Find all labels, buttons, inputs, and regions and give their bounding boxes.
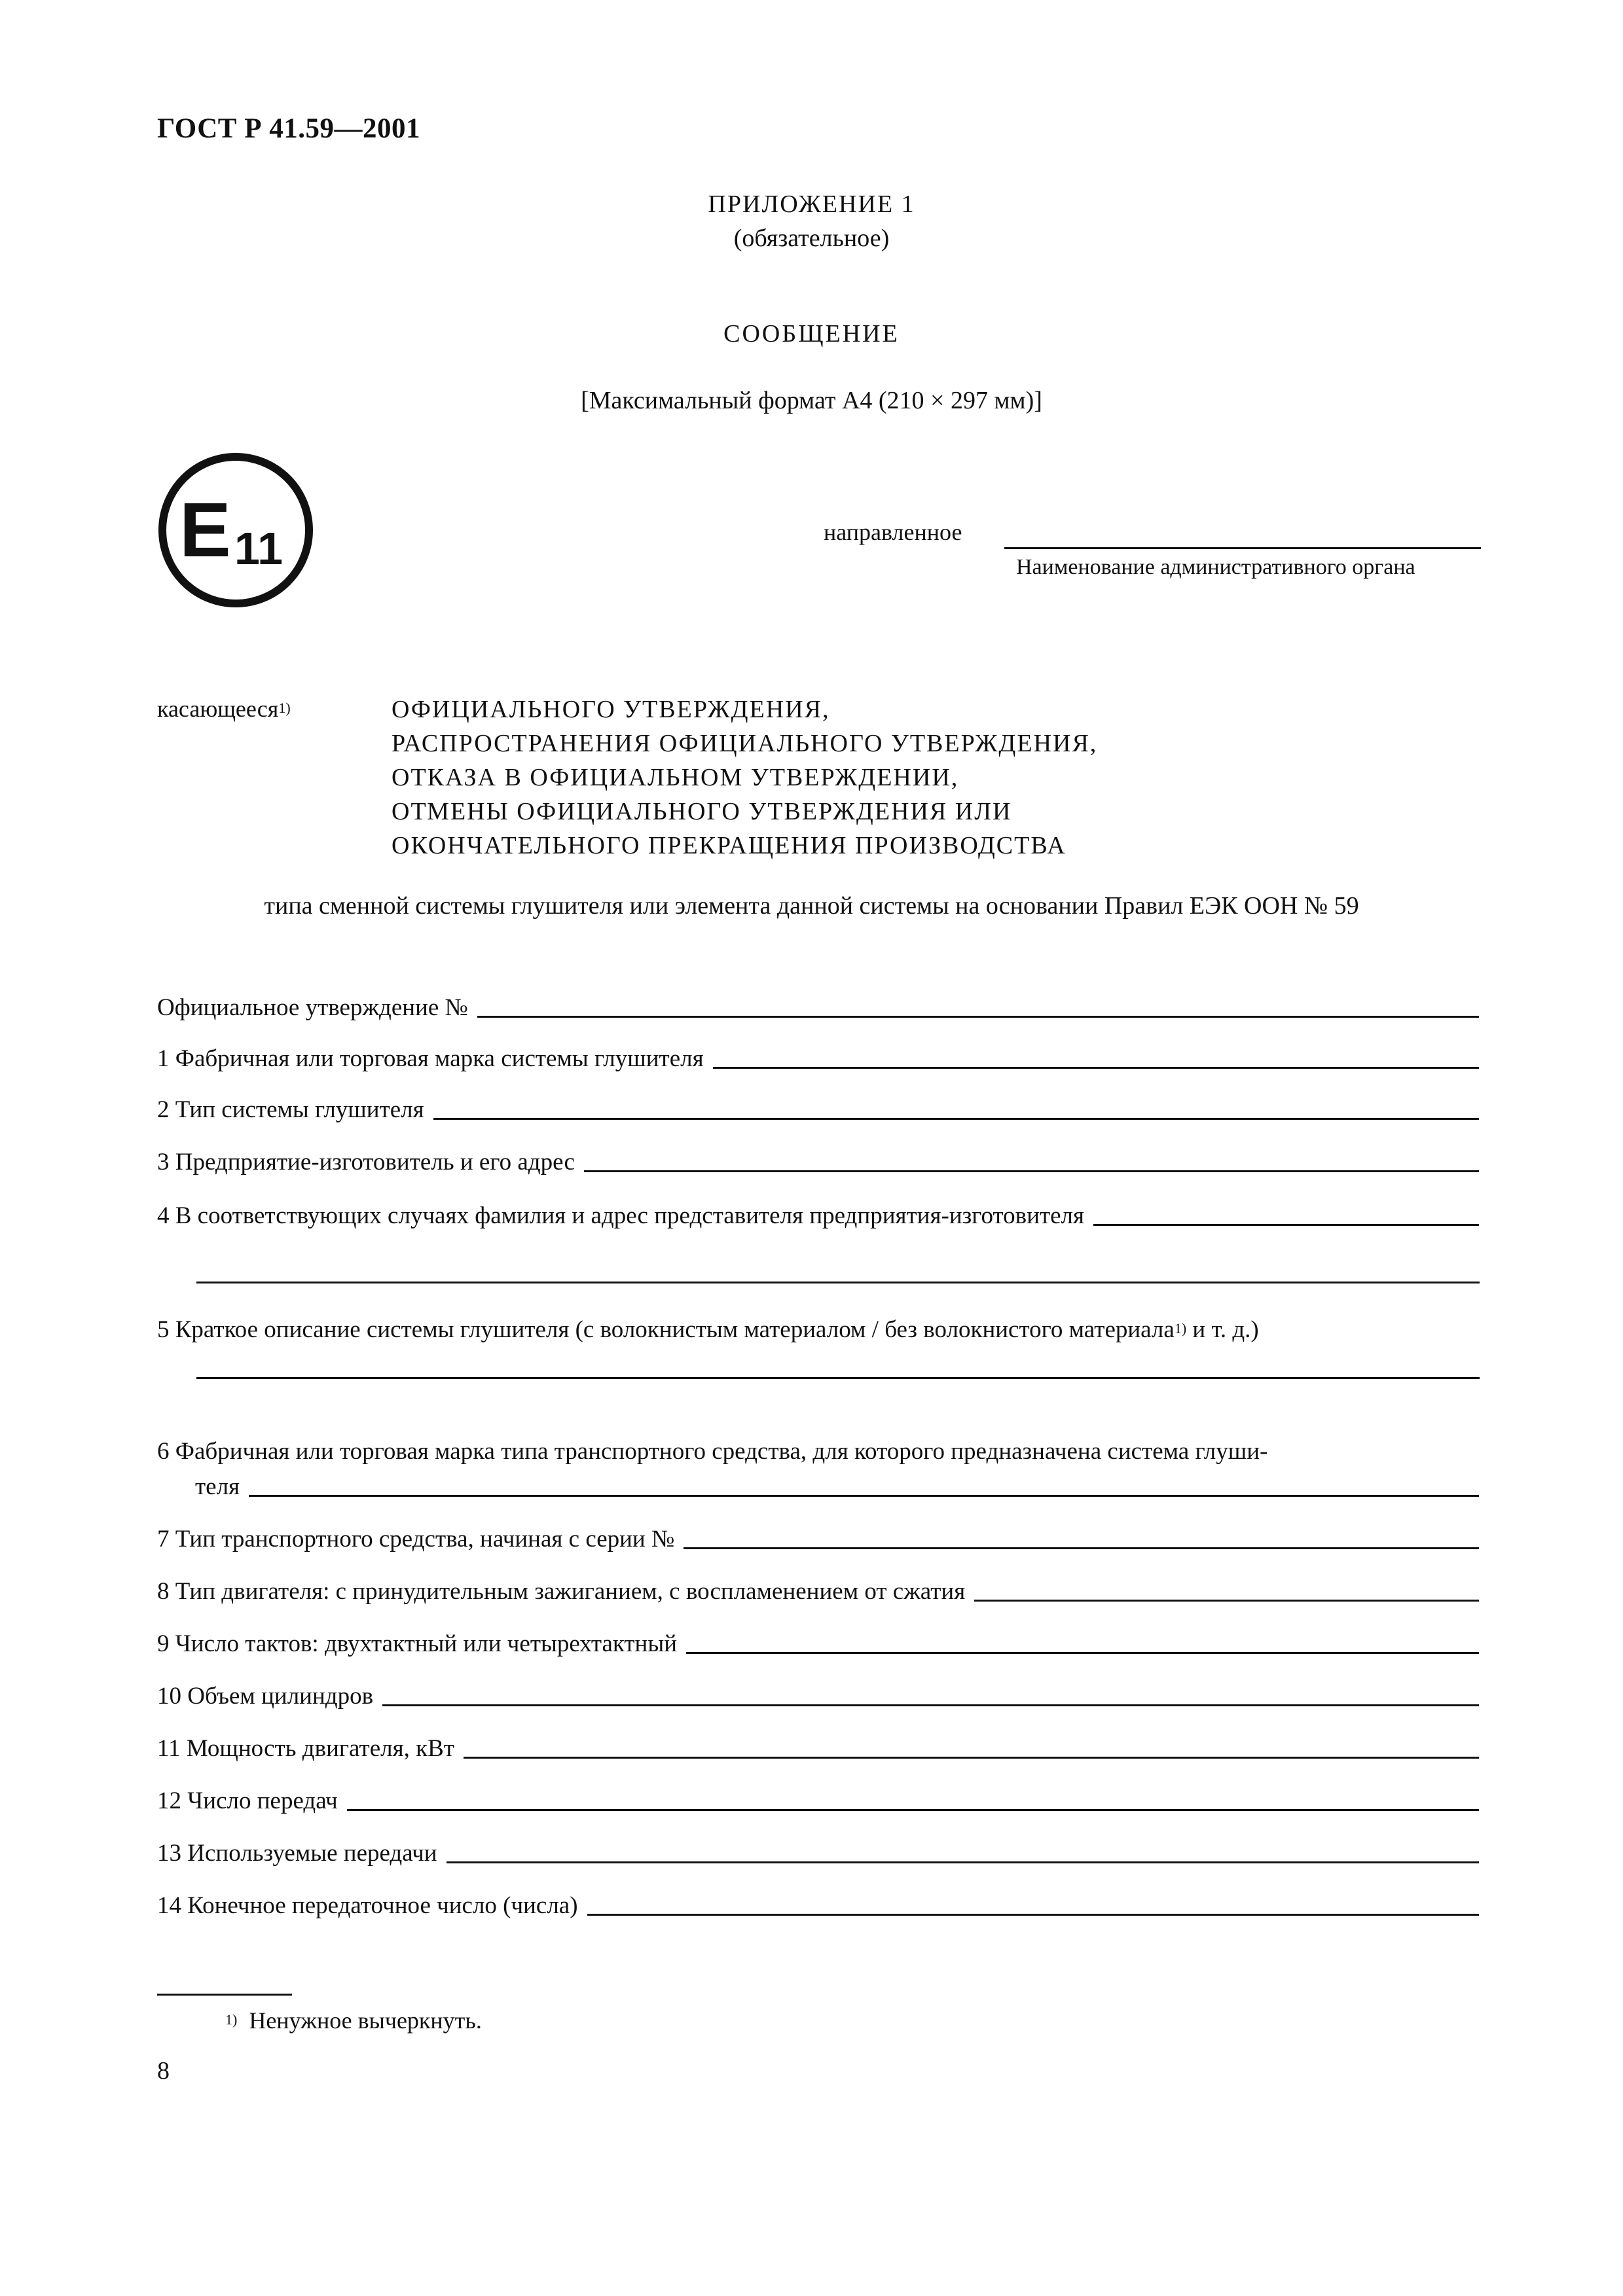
field-approval-number: Официальное утверждение № [157,994,1479,1022]
field-final-drive-ratio: 14 Конечное передаточное число (числа) [157,1892,1479,1920]
fill-line[interactable] [713,1067,1479,1069]
field-vehicle-type: 7 Тип транспортного средства, начиная с серии № [157,1525,1479,1553]
emblem-number: 11 [234,523,283,574]
fill-line[interactable] [447,1861,1479,1863]
document-code: ГОСТ Р 41.59—2001 [157,113,421,144]
sent-by-caption: Наименование административного органа [1016,555,1415,579]
fill-line[interactable] [249,1495,1479,1497]
footnote-mark: 1) [1174,1320,1187,1336]
fill-line[interactable] [382,1704,1479,1706]
fill-line[interactable] [1093,1224,1479,1226]
footnote-separator [157,1994,292,1996]
concerning-label: касающееся$^{1)}$ [157,696,291,722]
fill-line-continuation[interactable] [196,1377,1480,1379]
footnote-mark: 1) [278,700,291,716]
fill-line[interactable] [684,1547,1479,1549]
concerning-option: РАСПРОСТРАНЕНИЯ ОФИЦИАЛЬНОГО УТВЕРЖДЕНИЯ, [392,730,1098,757]
fill-line[interactable] [584,1170,1479,1172]
fill-line[interactable] [587,1914,1479,1916]
fill-line[interactable] [347,1809,1479,1811]
page-number: 8 [157,2057,170,2085]
field-cylinder-capacity: 10 Объем цилиндров [157,1682,1479,1710]
fill-line[interactable] [686,1652,1479,1654]
fill-line-continuation[interactable] [196,1282,1480,1283]
footnote-mark: 1) [225,2011,238,2028]
field-engine-power: 11 Мощность двигателя, кВт [157,1734,1479,1763]
field-vehicle-trade-mark: 6 Фабричная или торговая марка типа транспортного средства, для которого предназначена система глуши- [157,1438,1268,1465]
field-vehicle-trade-mark-cont: теля [195,1473,1479,1501]
annex-subtitle: (обязательное) [733,224,890,252]
fill-line[interactable] [477,1016,1479,1018]
emblem-letter: E [179,487,231,573]
format-note: [Максимальный формат А4 (210 × 297 мм)] [581,387,1042,414]
document-title: СООБЩЕНИЕ [723,320,900,348]
concerning-option: ОФИЦИАЛЬНОГО УТВЕРЖДЕНИЯ, [392,696,830,723]
footnote: $^{1)}$ Ненужное вычеркнуть. [225,2007,482,2034]
fill-line[interactable] [433,1118,1479,1120]
field-engine-type: 8 Тип двигателя: с принудительным зажиганием, с воспламенением от сжатия [157,1577,1479,1605]
fill-line[interactable] [974,1600,1479,1602]
field-silencer-description: 5 Краткое описание системы глушителя (с волокнистым материалом / без волокнистого материала$^{1)}$ и т. д.) [157,1316,1259,1343]
concerning-options [392,692,1097,863]
concerning-option: ОТМЕНЫ ОФИЦИАЛЬНОГО УТВЕРЖДЕНИЯ ИЛИ [392,798,1012,825]
field-manufacturer: 3 Предприятие-изготовитель и его адрес [157,1148,1479,1176]
approval-mark-emblem [157,452,314,609]
field-representative: 4 В соответствующих случаях фамилия и адрес представителя предприятия-изготовителя [157,1202,1479,1230]
concerning-option: ОКОНЧАТЕЛЬНОГО ПРЕКРАЩЕНИЯ ПРОИЗВОДСТВА [392,832,1067,859]
field-gear-count: 12 Число передач [157,1787,1479,1815]
sent-by-label: направленное [824,519,962,545]
type-description: типа сменной системы глушителя или элемента данной системы на основании Правил ЕЭК ООН № 59 [264,892,1359,920]
field-trade-mark: 1 Фабричная или торговая марка системы глушителя [157,1045,1479,1073]
field-gears-used: 13 Используемые передачи [157,1839,1479,1867]
concerning-option: ОТКАЗА В ОФИЦИАЛЬНОМ УТВЕРЖДЕНИИ, [392,764,959,791]
annex-title: ПРИЛОЖЕНИЕ 1 [708,190,915,218]
sent-by-line[interactable] [1004,547,1481,549]
fill-line[interactable] [464,1757,1479,1759]
field-silencer-type: 2 Тип системы глушителя [157,1096,1479,1124]
field-strokes: 9 Число тактов: двухтактный или четырехтактный [157,1630,1479,1658]
